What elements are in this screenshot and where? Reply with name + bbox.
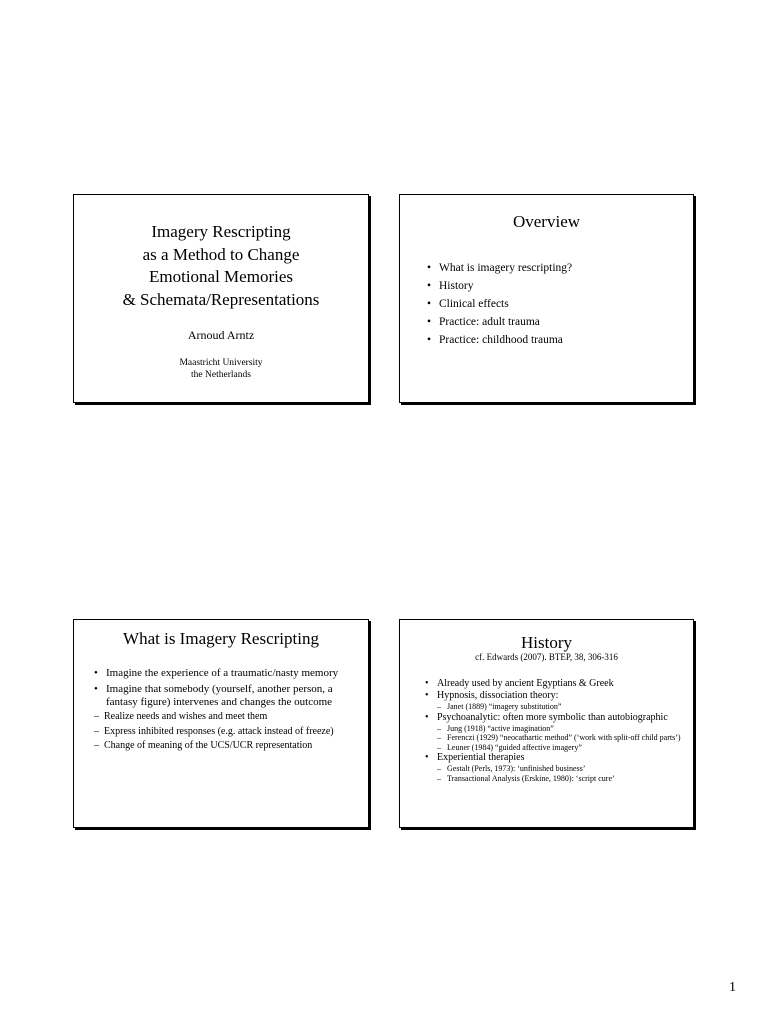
sub-bullet-item: – Janet (1889) “imagery substitution” <box>423 702 688 712</box>
slide-heading: What is Imagery Rescripting <box>123 629 319 648</box>
sub-bullet-item: – Ferenczi (1929) “neocathartic method” (‘work with split-off child parts’) <box>423 733 688 743</box>
affiliation-line: Maastricht University <box>179 358 263 368</box>
bullet-item: • Clinical effects <box>425 295 572 313</box>
sub-bullet-item: – Gestalt (Perls, 1973): ‘unfinished business’ <box>423 764 688 774</box>
title-line: Emotional Memories <box>148 267 293 286</box>
bullet-item: • Psychoanalytic: often more symbolic than autobiographic <box>423 712 688 724</box>
bullet-item: • Hypnosis, dissociation theory: <box>423 690 688 702</box>
bullet-list <box>423 678 688 783</box>
sub-bullet-item: – Transactional Analysis (Erskine, 1980): ‘script cure’ <box>423 774 688 784</box>
bullet-item <box>92 683 347 709</box>
slide-heading: History <box>521 633 572 652</box>
bullet-item: • Practice: childhood trauma <box>425 331 572 349</box>
bullet-item: • What is imagery rescripting? <box>425 259 572 277</box>
bullet-item: • Practice: adult trauma <box>425 313 572 331</box>
title-line: & Schemata/Representations <box>122 289 320 309</box>
bullet-item: • Already used by ancient Egyptians & Greek <box>423 678 688 690</box>
slide-heading: Overview <box>512 212 581 231</box>
title-line: as a Method to Change <box>142 244 300 264</box>
author-name: Arnoud Arntz <box>187 328 255 342</box>
sub-bullet-item: – Jung (1918) “active imagination” <box>423 724 688 734</box>
slide-history <box>399 619 694 828</box>
sub-bullet-item: – Change of meaning of the UCS/UCR representation <box>92 740 347 753</box>
page-number: 1 <box>729 980 736 995</box>
sub-bullet-item: – Leuner (1984) “guided affective imagery” <box>423 743 688 753</box>
affiliation <box>74 358 368 381</box>
slide-overview <box>399 194 694 403</box>
bullet-item: • Imagine the experience of a traumatic/nasty memory <box>92 667 347 680</box>
slide-subtitle: cf. Edwards (2007). BTEP, 38, 306-316 <box>475 652 618 662</box>
bullet-text: Imagine that somebody (yourself, another person, a fantasy figure) intervenes and changes the outcome <box>106 683 333 708</box>
title-line: Imagery Rescripting <box>151 222 291 241</box>
bullet-item: • History <box>425 277 572 295</box>
sub-bullet-item: – Express inhibited responses (e.g. attack instead of freeze) <box>92 726 347 739</box>
sub-bullet-item: – Realize needs and wishes and meet them <box>92 711 347 724</box>
slide-what-is <box>73 619 369 828</box>
affiliation-line: the Netherlands <box>191 369 251 380</box>
presentation-title <box>74 221 368 311</box>
bullet-list <box>92 667 347 755</box>
slide-title <box>73 194 369 403</box>
bullet-list <box>425 259 572 349</box>
bullet-item: • Experiential therapies <box>423 752 688 764</box>
